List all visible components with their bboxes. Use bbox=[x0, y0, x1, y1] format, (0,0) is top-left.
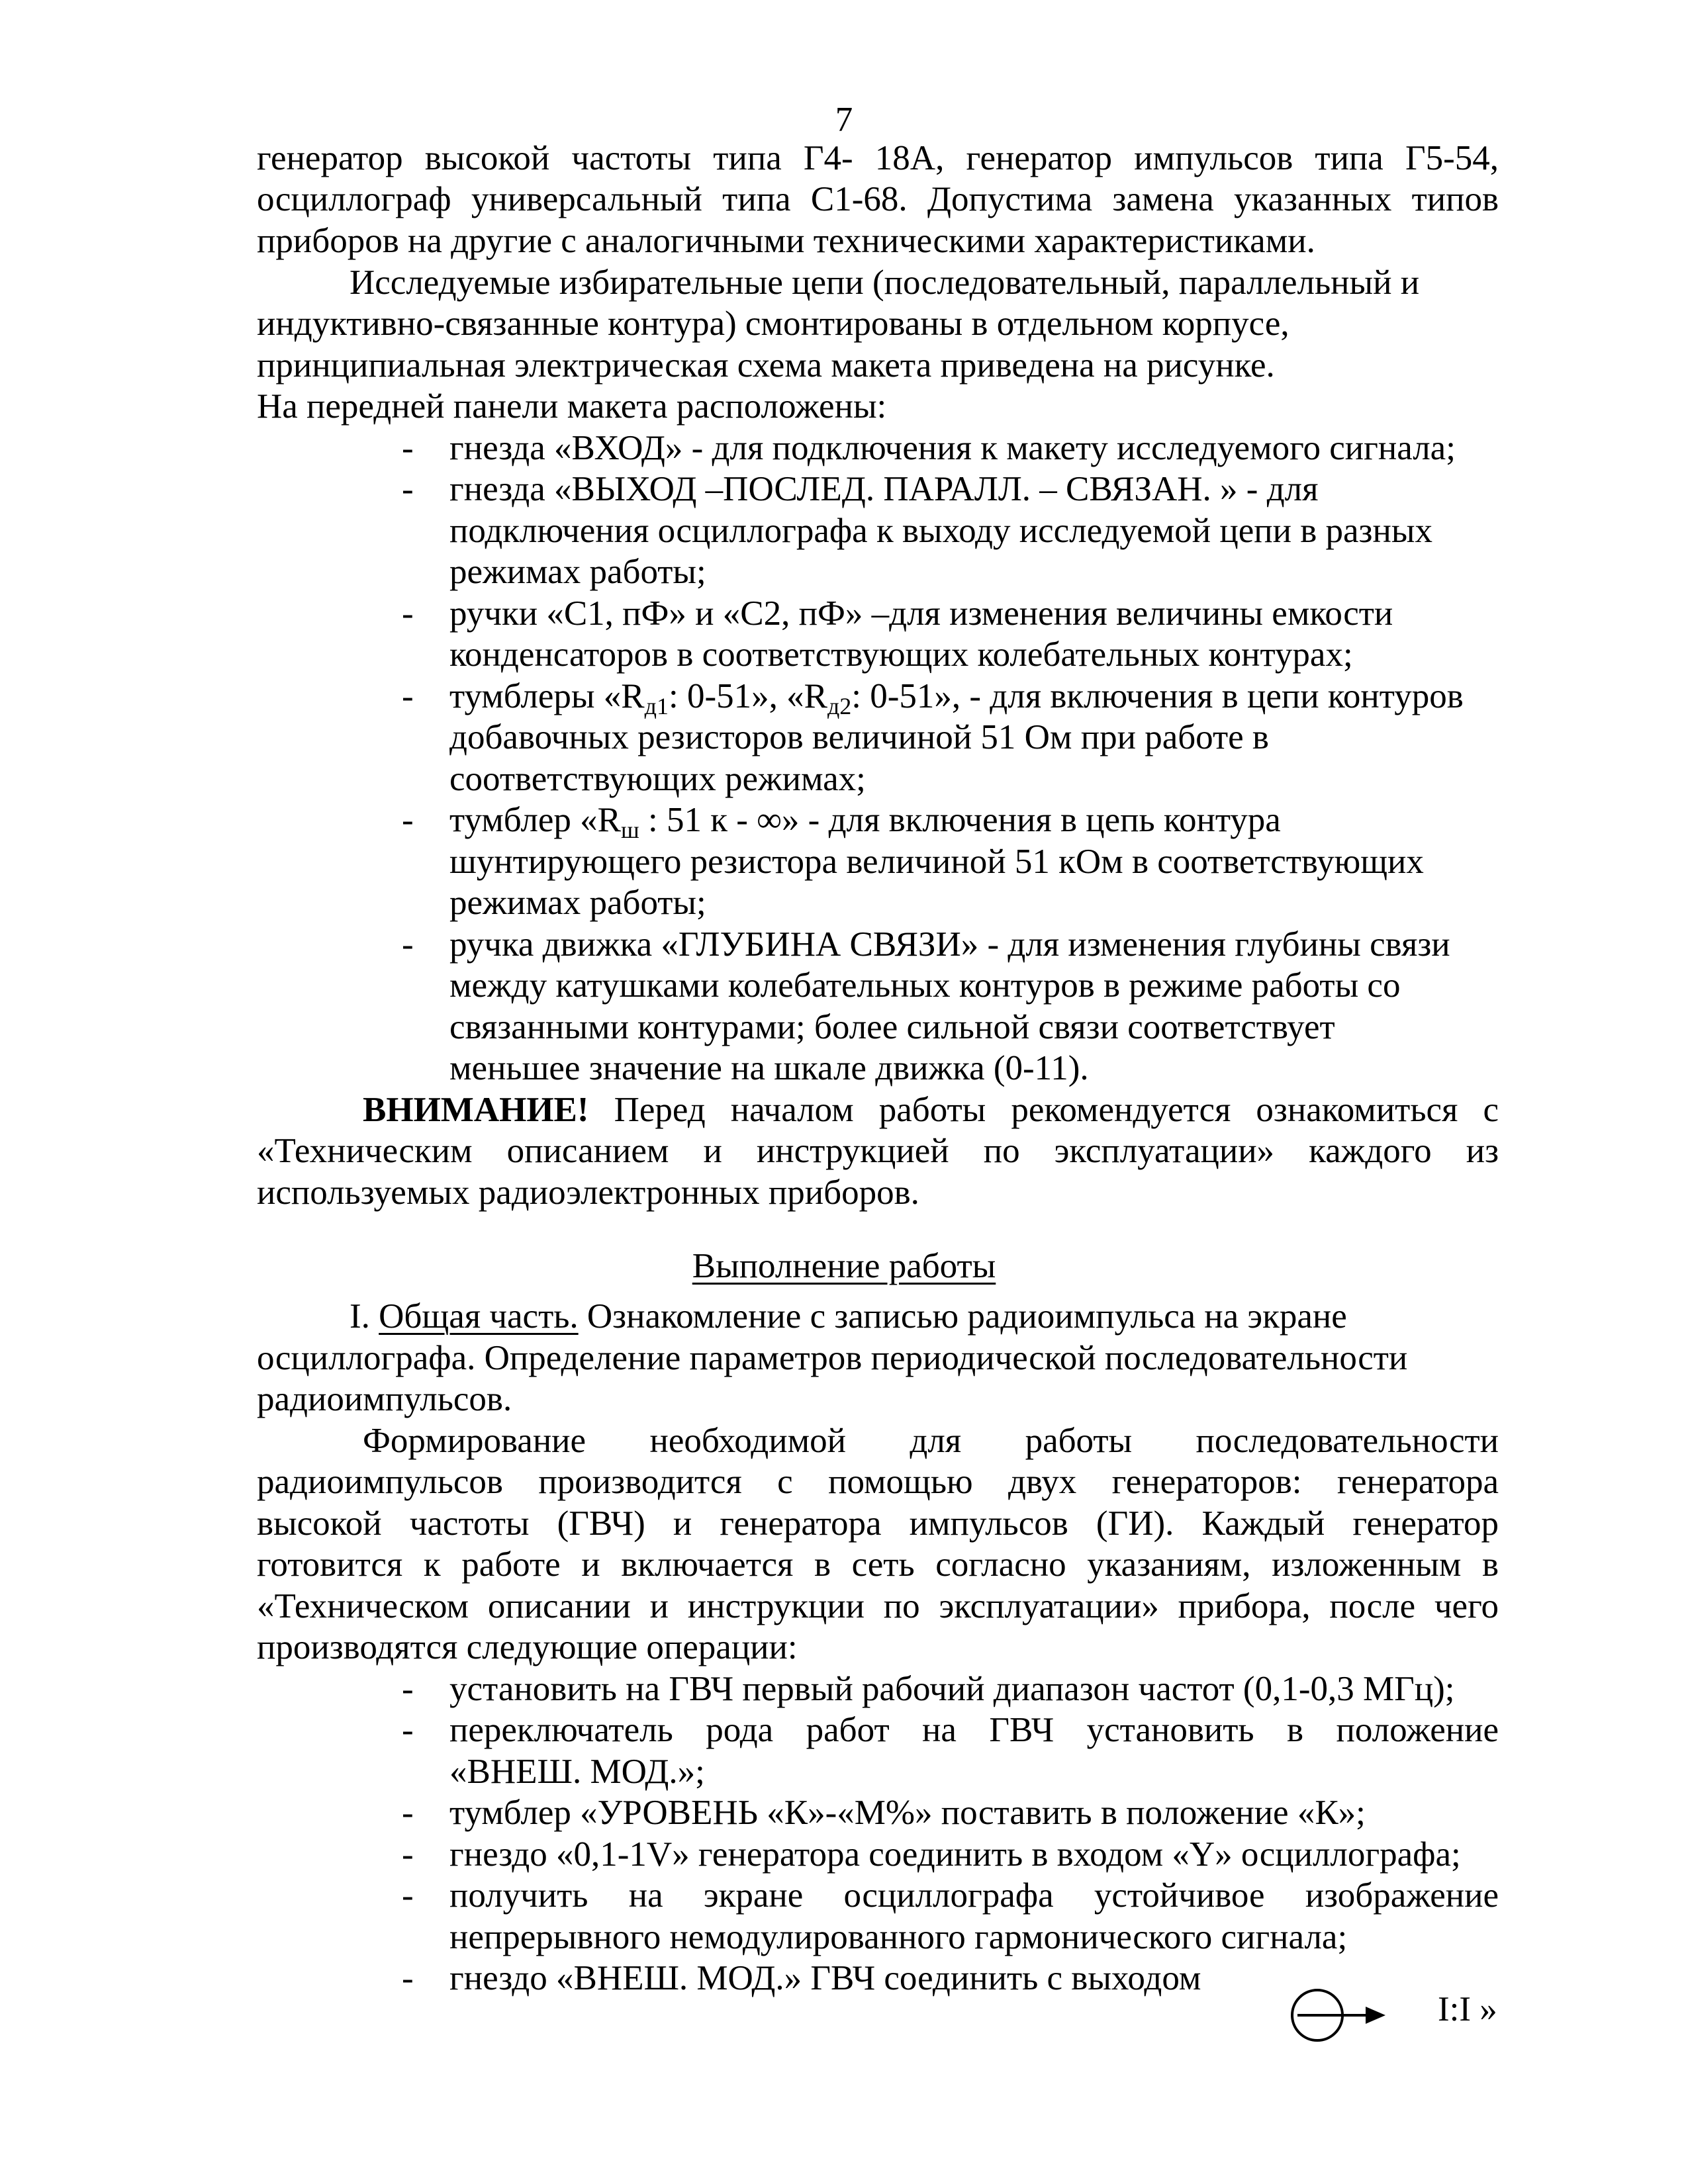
list-item-text: гнездо «ВНЕШ. МОД.» ГВЧ соединить с выходом bbox=[449, 1959, 1201, 1997]
list-dash: - bbox=[402, 925, 414, 964]
list-item-text: переключатель рода работ на ГВЧ установить в положение bbox=[449, 1711, 1499, 1749]
list-item-text: тумблер «R bbox=[449, 801, 622, 839]
list-dash: - bbox=[402, 677, 414, 715]
section-heading bbox=[0, 1246, 1688, 1287]
list-item bbox=[402, 593, 1499, 635]
text-line: На передней панели макета расположены: bbox=[257, 387, 887, 426]
list-item-continuation: соответствующих режимах; bbox=[449, 760, 866, 798]
text-line: используемых радиоэлектронных приборов. bbox=[257, 1173, 919, 1212]
text-line: осциллограф универсальный типа С1-68. Допустима замена указанных типов bbox=[257, 180, 1499, 218]
text-line: приборов на другие с аналогичными техническими характеристиками. bbox=[257, 222, 1315, 260]
text-line: высокой частоты (ГВЧ) и генератора импульсов (ГИ). Каждый генератор bbox=[257, 1504, 1499, 1543]
subscript: д2 bbox=[827, 693, 852, 719]
list-item-continuation: подключения осциллографа к выходу исследуемой цепи в разных bbox=[449, 512, 1432, 550]
list-item-continuation: связанными контурами; более сильной связи соответствует bbox=[449, 1008, 1335, 1046]
text-line: радиоимпульсов. bbox=[257, 1380, 512, 1418]
text-line: индуктивно-связанные контура) смонтированы в отдельном корпусе, bbox=[257, 304, 1289, 343]
list-item bbox=[402, 1834, 1499, 1876]
list-dash: - bbox=[402, 429, 414, 467]
output-reference: I:I » bbox=[1438, 1990, 1497, 2028]
list-item-continuation: конденсаторов в соответствующих колебательных контурах; bbox=[449, 635, 1353, 674]
list-item bbox=[402, 428, 1499, 469]
list-item bbox=[402, 1668, 1499, 1710]
list-item-text: ручка движка «ГЛУБИНА СВЯЗИ» - для изменения глубины связи bbox=[449, 925, 1450, 964]
list-item-text: установить на ГВЧ первый рабочий диапазон частот (0,1-0,3 МГц); bbox=[449, 1670, 1455, 1708]
list-item-text: тумблеры «R bbox=[449, 677, 645, 715]
list-item bbox=[402, 1792, 1499, 1834]
list-item-continuation: между катушками колебательных контуров в режиме работы со bbox=[449, 966, 1401, 1005]
text-line bbox=[363, 1089, 1499, 1131]
list-item-text: тумблер «УРОВЕНЬ «К»-«М%» поставить в положение «К»; bbox=[449, 1794, 1366, 1832]
list-dash: - bbox=[402, 1670, 414, 1708]
list-item-text: : 51 к - ∞» - для включения в цепь контура bbox=[639, 801, 1281, 839]
list-item bbox=[402, 924, 1499, 966]
text-line bbox=[350, 1296, 1499, 1338]
list-item-text: получить на экране осциллографа устойчивое изображение bbox=[449, 1876, 1499, 1915]
part-title: Общая часть. bbox=[379, 1297, 579, 1336]
list-dash: - bbox=[402, 1794, 414, 1832]
list-item-text: гнезда «ВХОД» - для подключения к макету исследуемого сигнала; bbox=[449, 429, 1456, 467]
list-item-continuation: режимах работы; bbox=[449, 553, 706, 591]
subscript: д1 bbox=[644, 693, 669, 719]
page-number: 7 bbox=[835, 101, 853, 139]
list-dash: - bbox=[402, 1711, 414, 1749]
text-line: «Техническом описании и инструкции по эксплуатации» прибора, после чего bbox=[257, 1587, 1499, 1625]
list-item-text: : 0-51», «R bbox=[668, 677, 827, 715]
warning-text: Перед началом работы рекомендуется ознакомиться с bbox=[588, 1091, 1499, 1129]
list-item-text: гнездо «0,1-1V» генератора соединить в входом «Y» осциллографа; bbox=[449, 1835, 1461, 1874]
list-item-text: ручки «С1, пФ» и «С2, пФ» –для изменения величины емкости bbox=[449, 594, 1393, 633]
subscript: ш bbox=[621, 817, 639, 843]
list-item bbox=[402, 1958, 1262, 1999]
list-dash: - bbox=[402, 470, 414, 508]
text-line: осциллографа. Определение параметров периодической последовательности bbox=[257, 1339, 1408, 1377]
warning-label: ВНИМАНИЕ! bbox=[363, 1091, 589, 1129]
list-item bbox=[402, 1875, 1499, 1917]
text-line: производятся следующие операции: bbox=[257, 1628, 798, 1666]
roman-numeral: I. bbox=[350, 1297, 379, 1336]
part-text: Ознакомление с записью радиоимпульса на экране bbox=[578, 1297, 1347, 1336]
section-title: Выполнение работы bbox=[692, 1247, 996, 1285]
list-item-continuation: «ВНЕШ. МОД.»; bbox=[449, 1752, 705, 1791]
list-item-text: гнезда «ВЫХОД –ПОСЛЕД. ПАРАЛЛ. – СВЯЗАН. » - для bbox=[449, 470, 1319, 508]
list-item-continuation: добавочных резисторов величиной 51 Ом при работе в bbox=[449, 718, 1269, 756]
list-dash: - bbox=[402, 1876, 414, 1915]
list-dash: - bbox=[402, 594, 414, 633]
text-line: готовится к работе и включается в сеть согласно указаниям, изложенным в bbox=[257, 1545, 1499, 1584]
list-item bbox=[402, 1709, 1499, 1751]
list-item-continuation: шунтирующего резистора величиной 51 кОм в соответствующих bbox=[449, 842, 1424, 881]
text-line: радиоимпульсов производится с помощью двух генераторов: генератора bbox=[257, 1463, 1499, 1501]
list-dash: - bbox=[402, 1835, 414, 1874]
text-line: Исследуемые избирательные цепи (последовательный, параллельный и bbox=[350, 263, 1420, 302]
list-item-text: : 0-51», - для включения в цепи контуров bbox=[851, 677, 1464, 715]
list-item-continuation: непрерывного немодулированного гармонического сигнала; bbox=[449, 1918, 1348, 1956]
text-line: генератор высокой частоты типа Г4- 18А, генератор импульсов типа Г5-54, bbox=[257, 139, 1499, 177]
list-dash: - bbox=[402, 801, 414, 839]
pulse-output-icon bbox=[1288, 1985, 1393, 2045]
text-line: принципиальная электрическая схема макета приведена на рисунке. bbox=[257, 346, 1275, 385]
list-item bbox=[402, 469, 1499, 510]
list-item-continuation: меньшее значение на шкале движка (0-11). bbox=[449, 1049, 1089, 1087]
text-line: «Техническим описанием и инструкцией по эксплуатации» каждого из bbox=[257, 1132, 1499, 1170]
list-item-continuation: режимах работы; bbox=[449, 884, 706, 922]
text-line: Формирование необходимой для работы последовательности bbox=[363, 1422, 1499, 1460]
list-dash: - bbox=[402, 1959, 414, 1997]
